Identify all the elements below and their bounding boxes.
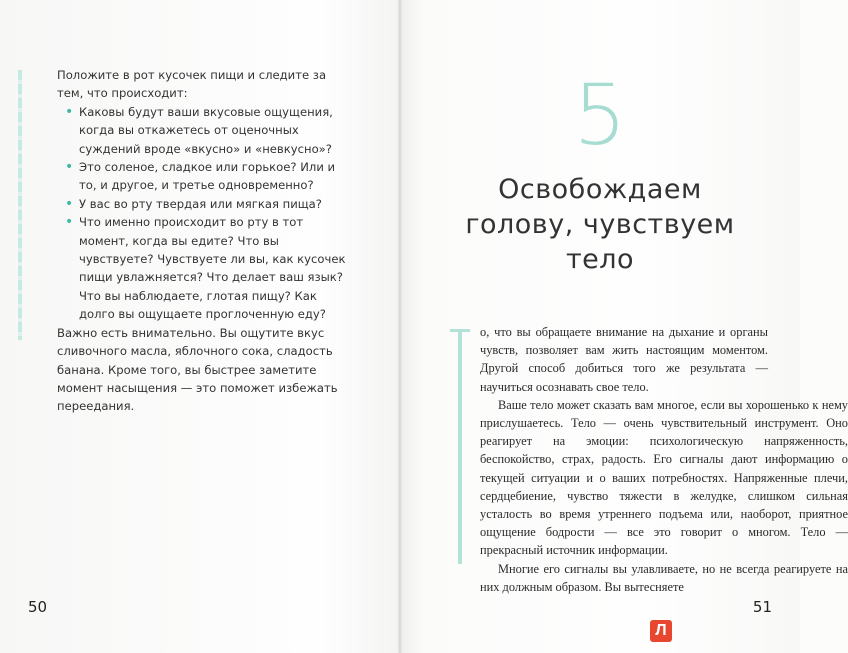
page-edge-strip (18, 70, 22, 340)
right-page (400, 0, 848, 653)
chapter-title-line: голову, чувствуем (465, 209, 735, 240)
page-number-right: 51 (752, 598, 772, 616)
body-paragraph: Ваше тело может сказать вам многое, если вы хорошенько к нему прислушаетесь. Тело — очень чувствительный инструмент. Оно реагирует на эмоции: психологическую напряженность, беспокойство, страх, радость. Его сигналы дают информацию о текущей ситуации и о ваших потребностях. Напряженные плечи, сердцебиение, чувство тяжести в желудке, слишком сильная усталость во время утреннего подъема или, наоборот, приятное ощущение бодрости — все это говорит о многом. Тело — прекрасный источник информации. (480, 397, 848, 558)
list-item: • Это соленое, сладкое или горькое? Или и то, и другое, и третье одновременно? (79, 158, 353, 195)
right-page-text (480, 323, 848, 596)
publisher-logo-icon (650, 620, 672, 642)
chapter-number: 5 (573, 66, 627, 164)
chapter-title-line: Освобождаем (498, 174, 702, 205)
left-page-text (57, 66, 353, 416)
list-item: • Каковы будут ваши вкусовые ощущения, когда вы откажетесь от оценочных суждений вроде «вкусно» и «невкусно»? (79, 103, 353, 158)
body-paragraph: Многие его сигналы вы улавливаете, но не всегда реагируете на них должным образом. Вы вытесняете (480, 561, 848, 594)
body-paragraph: о, что вы обращаете внимание на дыхание и органы чувств, позволяет вам жить настоящим моментом. Другой способ добиться того же результата — научиться осознавать свое тело. (480, 325, 768, 394)
logo-letter: Л (655, 622, 667, 639)
book-gutter (398, 0, 402, 653)
question-list (57, 103, 353, 324)
chapter-title-line: тело (565, 244, 635, 275)
list-item: • У вас во рту твердая или мягкая пища? (79, 195, 353, 213)
intro-paragraph: Положите в рот кусочек пищи и следите за тем, что происходит: (57, 68, 327, 101)
closing-paragraph: Важно есть внимательно. Вы ощутите вкус сливочного масла, яблочного сока, сладость банана. Кроме того, вы быстрее заметите момент насыщения — это поможет избежать переедания. (57, 325, 338, 414)
chapter-title (424, 172, 776, 277)
list-item: • Что именно происходит во рту в тот момент, когда вы едите? Что вы чувствуете? Чувствуете ли вы, как кусочек пищи увлажняется? Что делает ваш язык? Что вы наблюдаете, глотая пищу? Как долго вы ощущаете проглоченную еду? (79, 213, 353, 323)
left-page (0, 0, 400, 653)
page-number-left: 50 (28, 598, 48, 616)
